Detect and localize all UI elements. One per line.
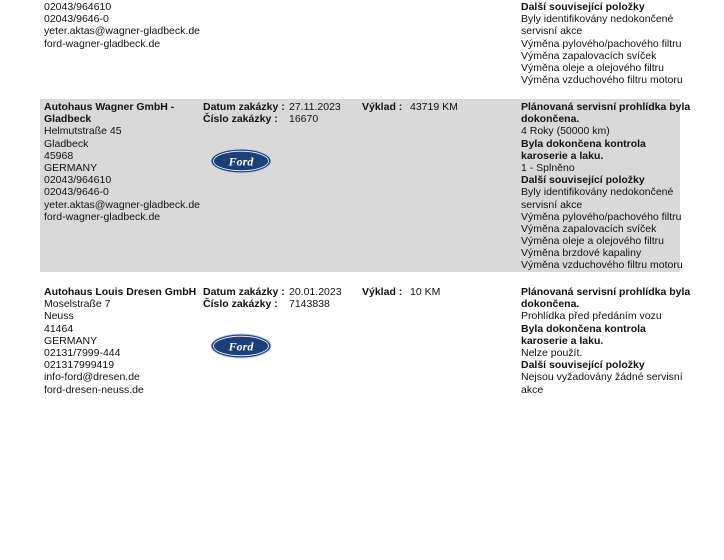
dealer-name: Gladbeck <box>44 113 92 126</box>
dealer-line: 02131/7999-444 <box>44 346 121 359</box>
service-line: Byla dokončena kontrola <box>521 322 646 335</box>
order-number-row <box>203 113 358 125</box>
service-line: Další související položky <box>521 174 645 187</box>
dealer-line: 021317999419 <box>44 359 115 372</box>
service-line: Prohlídka před předáním vozu <box>521 310 662 323</box>
mileage-label: Výklad : <box>362 101 403 113</box>
mileage-value: 10 KM <box>410 286 441 298</box>
order-number-label: Číslo zakázky : <box>203 298 278 311</box>
order-info <box>203 101 358 169</box>
dealer-contact-partial <box>44 1 199 50</box>
order-number-value: 7143838 <box>289 298 330 311</box>
dealer-line: GERMANY <box>44 334 98 347</box>
service-line: Nelze použít. <box>521 346 583 359</box>
service-details-partial <box>521 1 683 87</box>
mileage-info <box>362 286 512 298</box>
mileage-row <box>362 101 512 113</box>
ford-logo-icon <box>210 148 272 174</box>
dealer-info <box>44 286 199 396</box>
service-details <box>521 101 691 272</box>
service-line: Výměna pylového/pachového filtru <box>521 37 682 50</box>
order-date-row <box>203 101 358 113</box>
service-line: Výměna zapalovacích svíček <box>521 49 657 62</box>
service-line: Výměna vzduchového filtru motoru <box>521 259 683 272</box>
service-record <box>40 99 691 272</box>
service-line: 4 Roky (50000 km) <box>521 125 610 138</box>
service-line: Byly identifikovány nedokončené <box>521 13 674 26</box>
service-line: akce <box>521 383 544 396</box>
order-date-row <box>203 286 358 298</box>
service-line: servisní akce <box>521 25 583 38</box>
dealer-line: yeter.aktas@wagner-gladbeck.de <box>44 198 200 211</box>
order-number-row <box>203 298 358 310</box>
dealer-line: 02043/964610 <box>44 174 112 187</box>
service-line: Byly identifikovány nedokončené <box>521 186 674 199</box>
dealer-line: ford-wagner-gladbeck.de <box>44 210 161 223</box>
service-line: karoserie a laku. <box>521 149 604 162</box>
order-date-value: 27.11.2023 <box>289 101 341 113</box>
mileage-label: Výklad : <box>362 286 403 298</box>
service-details <box>521 286 691 396</box>
dealer-line: 02043/9646-0 <box>44 13 109 26</box>
order-date-value: 20.01.2023 <box>289 286 342 298</box>
mileage-row <box>362 286 512 298</box>
service-line: Výměna brzdové kapaliny <box>521 247 642 260</box>
service-line: Výměna oleje a olejového filtru <box>521 235 665 248</box>
service-line: Výměna pylového/pachového filtru <box>521 210 682 223</box>
service-line: Další související položky <box>521 359 645 372</box>
service-line: servisní akce <box>521 198 583 211</box>
dealer-line: 02043/9646-0 <box>44 186 109 199</box>
service-line: Výměna vzduchového filtru motoru <box>521 74 683 87</box>
dealer-line: Helmutstraße 45 <box>44 125 122 138</box>
svg-text:Ford: Ford <box>228 154 254 169</box>
order-date-label: Datum zakázky : <box>203 286 285 298</box>
dealer-name: Autohaus Louis Dresen GmbH <box>44 286 197 298</box>
mileage-value: 43719 KM <box>410 101 458 113</box>
service-line: Byla dokončena kontrola <box>521 137 646 150</box>
dealer-line: Moselstraße 7 <box>44 298 111 311</box>
order-number-value: 16670 <box>289 113 319 126</box>
mileage-info <box>362 101 512 113</box>
dealer-line: yeter.aktas@wagner-gladbeck.de <box>44 25 200 38</box>
dealer-line: 02043/964610 <box>44 1 112 13</box>
ford-logo-icon <box>210 333 272 359</box>
order-number-label: Číslo zakázky : <box>203 113 278 126</box>
dealer-line: info-ford@dresen.de <box>44 371 140 384</box>
service-line: 1 - Splněno <box>521 161 575 174</box>
service-line: dokončena. <box>521 298 580 311</box>
service-line: Plánovaná servisní prohlídka byla <box>521 101 691 113</box>
service-line: Výměna oleje a olejového filtru <box>521 61 665 74</box>
service-line: karoserie a laku. <box>521 334 604 347</box>
service-line: Výměna zapalovacích svíček <box>521 222 657 235</box>
dealer-line: ford-dresen-neuss.de <box>44 383 144 396</box>
dealer-line: Gladbeck <box>44 137 89 150</box>
service-record <box>40 284 691 404</box>
dealer-line: 45968 <box>44 149 74 162</box>
dealer-line: Neuss <box>44 310 74 323</box>
service-line: Nejsou vyžadovány žádné servisní <box>521 371 683 384</box>
svg-text:Ford: Ford <box>228 339 254 354</box>
service-line: Další související položky <box>521 1 645 13</box>
dealer-line: 41464 <box>44 322 74 335</box>
dealer-line: ford-wagner-gladbeck.de <box>44 37 161 50</box>
service-line: dokončena. <box>521 113 580 126</box>
dealer-name: Autohaus Wagner GmbH - <box>44 101 175 113</box>
dealer-info <box>44 101 199 223</box>
dealer-line: GERMANY <box>44 161 98 174</box>
service-line: Plánovaná servisní prohlídka byla <box>521 286 691 298</box>
order-date-label: Datum zakázky : <box>203 101 285 113</box>
order-info <box>203 286 358 354</box>
